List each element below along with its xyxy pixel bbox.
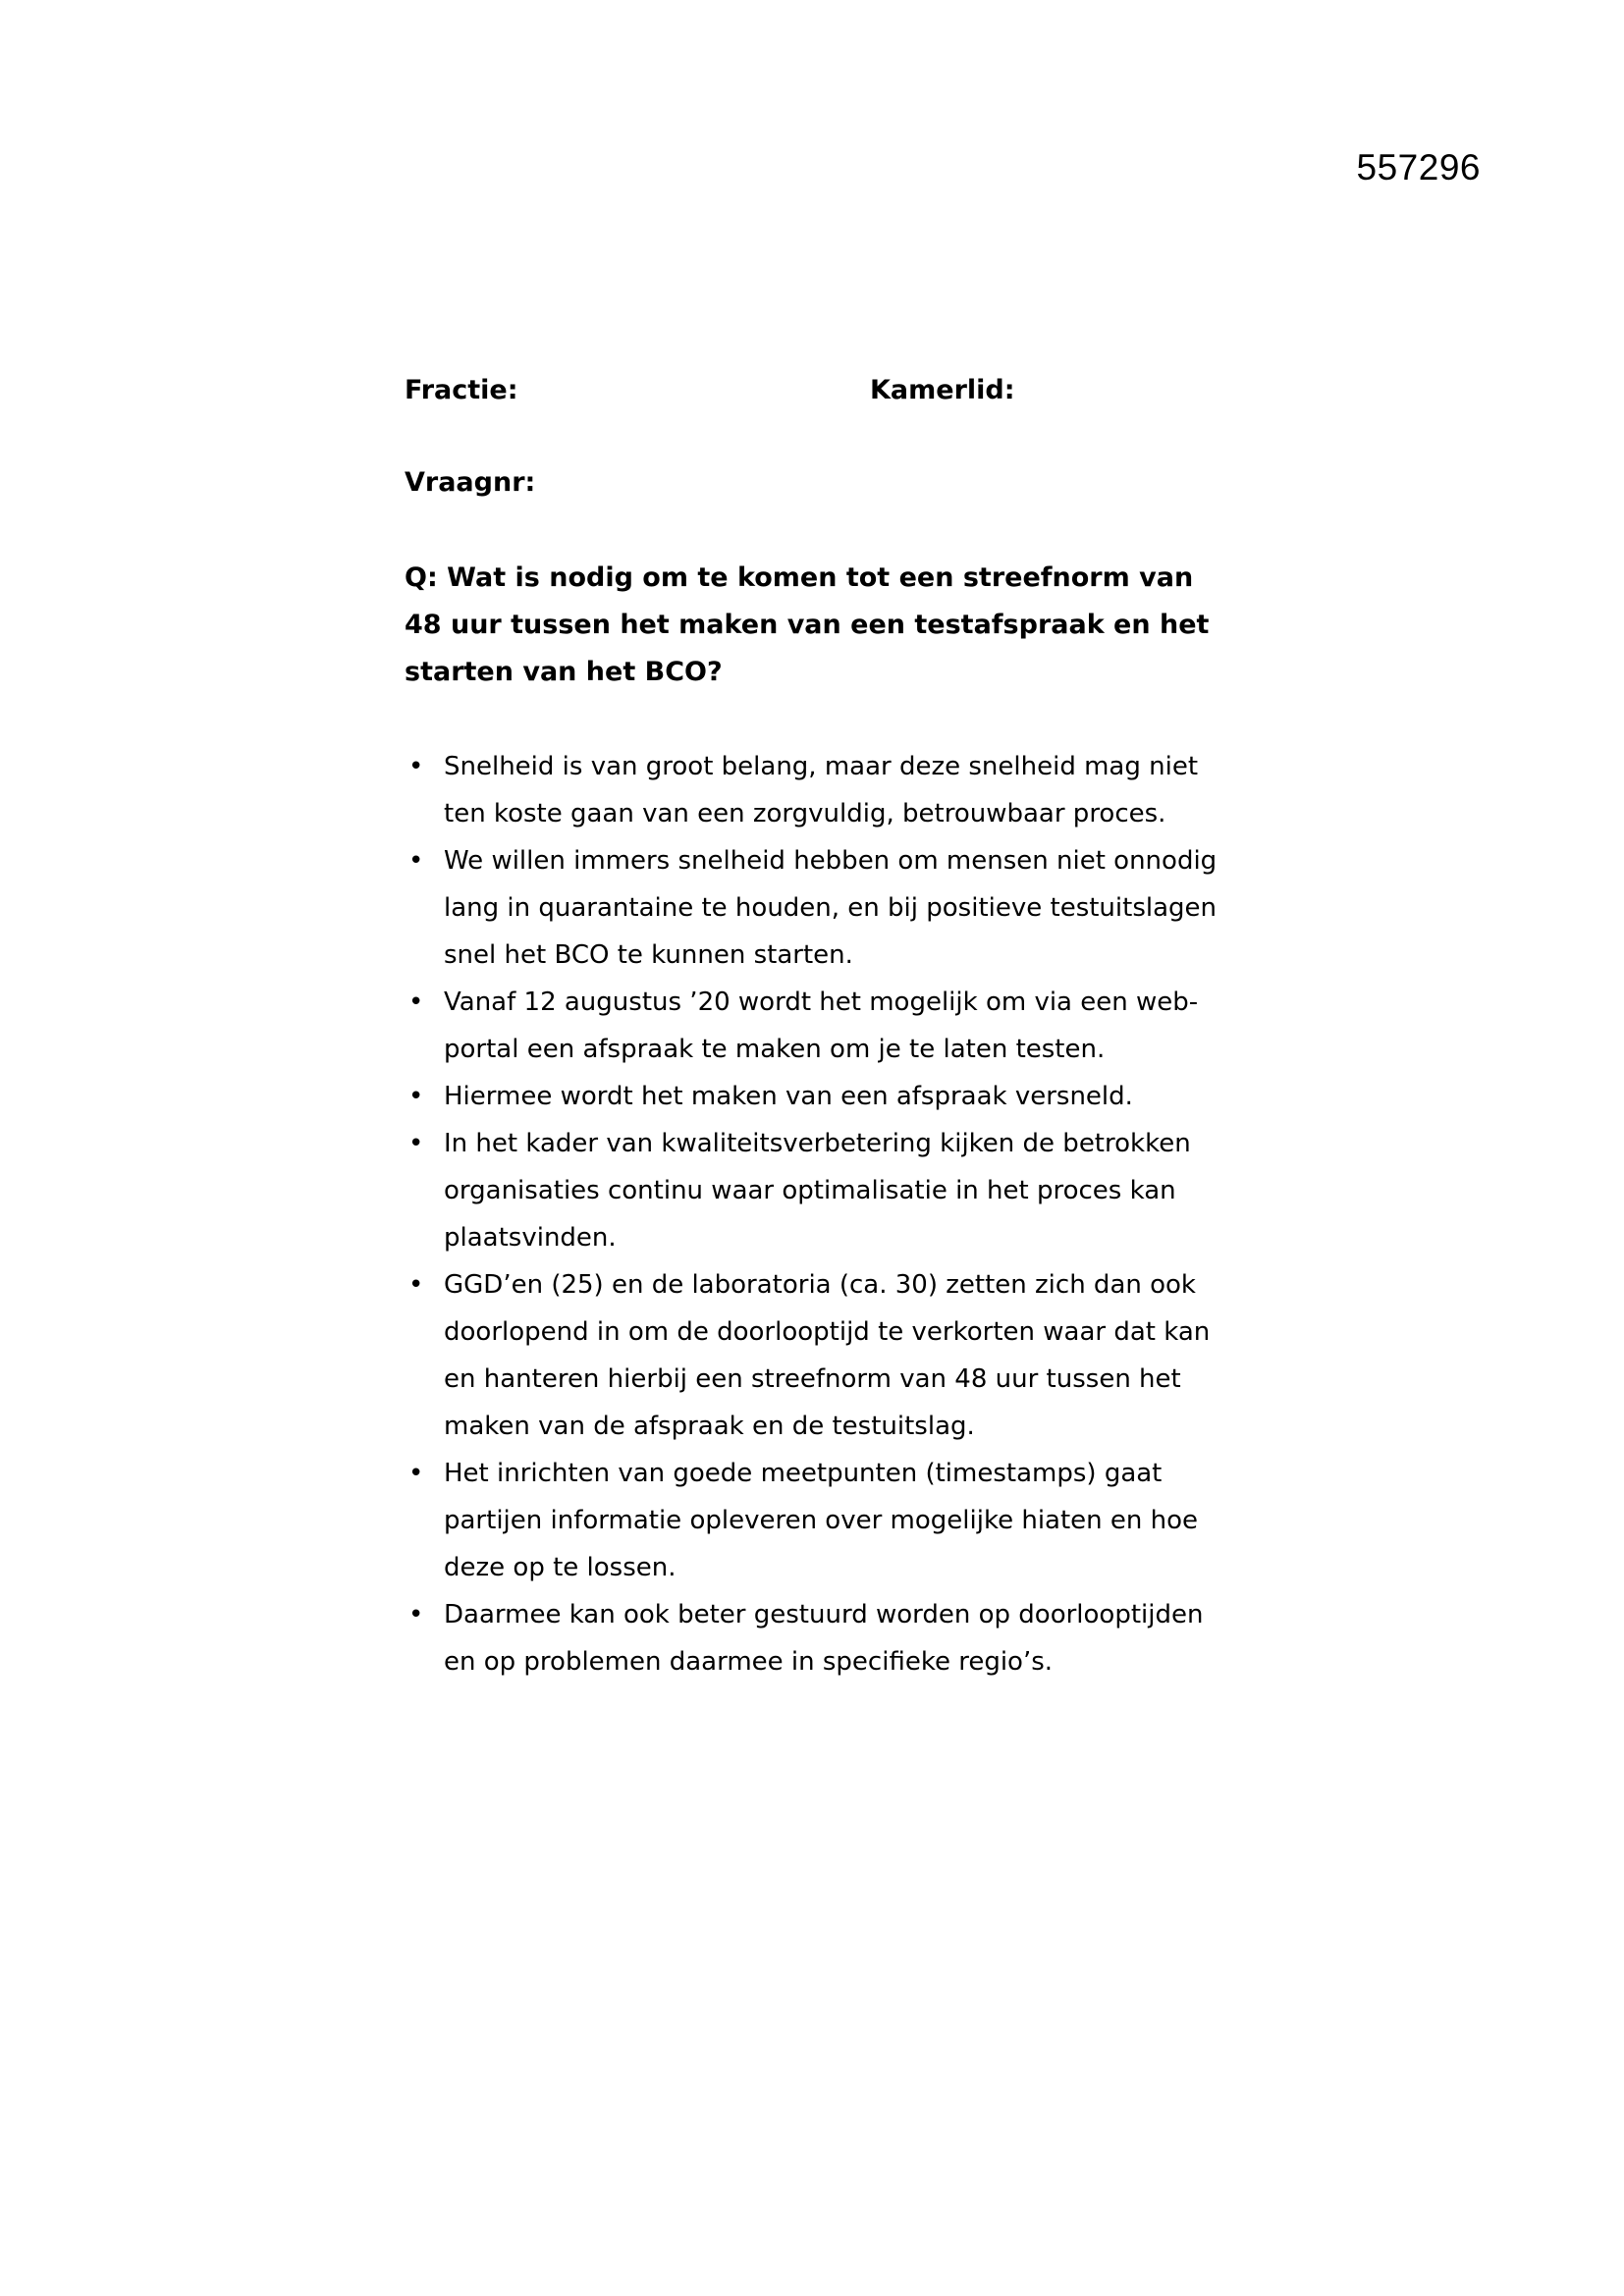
list-item xyxy=(405,1073,1239,1120)
bullet-icon: • xyxy=(408,988,424,1017)
kamerlid-field xyxy=(870,371,1015,410)
document-body xyxy=(405,371,1239,1685)
list-item xyxy=(405,1261,1239,1450)
header-row xyxy=(405,371,1239,410)
list-item xyxy=(405,1120,1239,1261)
list-item xyxy=(405,1450,1239,1591)
bullet-icon: • xyxy=(408,1270,424,1300)
bullet-icon: • xyxy=(408,1129,424,1158)
list-item-text: Snelheid is van groot belang, maar deze snelheid mag niet ten koste gaan van een zorgvuldig, betrouwbaar proces. xyxy=(444,752,1199,828)
list-item xyxy=(405,743,1239,837)
list-item-text: In het kader van kwaliteitsverbetering kijken de betrokken organisaties continu waar optimalisatie in het proces kan plaatsvinden. xyxy=(444,1129,1191,1253)
list-item xyxy=(405,837,1239,979)
list-item-text: Daarmee kan ook beter gestuurd worden op doorlooptijden en op problemen daarmee in specifieke regio’s. xyxy=(444,1600,1204,1677)
question-text: Q: Wat is nodig om te komen tot een streefnorm van 48 uur tussen het maken van een testafspraak en het starten van het BCO? xyxy=(405,562,1210,687)
vraagnr-label: Vraagnr: xyxy=(405,467,536,498)
bullet-icon: • xyxy=(408,846,424,876)
vraagnr-row xyxy=(405,463,1239,503)
bullet-icon: • xyxy=(408,752,424,781)
bullet-icon: • xyxy=(408,1600,424,1629)
bullet-icon: • xyxy=(408,1459,424,1488)
list-item xyxy=(405,979,1239,1073)
fractie-field xyxy=(405,371,870,410)
list-item-text: Vanaf 12 augustus ’20 wordt het mogelijk om via een web-portal een afspraak te maken om je te laten testen. xyxy=(444,988,1199,1064)
bullet-icon: • xyxy=(408,1082,424,1111)
fractie-label: Fractie: xyxy=(405,375,518,405)
document-number: 557296 xyxy=(1356,147,1481,187)
list-item-text: GGD’en (25) en de laboratoria (ca. 30) zetten zich dan ook doorlopend in om de doorlooptijd te verkorten waar dat kan en hanteren hierbij een streefnorm van 48 uur tussen het maken van de afspraak en de testuitslag. xyxy=(444,1270,1211,1441)
list-item-text: Het inrichten van goede meetpunten (timestamps) gaat partijen informatie opleveren over mogelijke hiaten en hoe deze op te lossen. xyxy=(444,1459,1199,1582)
list-item-text: Hiermee wordt het maken van een afspraak versneld. xyxy=(444,1082,1133,1111)
kamerlid-label: Kamerlid: xyxy=(870,375,1015,405)
list-item xyxy=(405,1591,1239,1685)
answer-list xyxy=(405,743,1239,1685)
list-item-text: We willen immers snelheid hebben om mensen niet onnodig lang in quarantaine te houden, en bij positieve testuitslagen snel het BCO te kunnen starten. xyxy=(444,846,1218,970)
